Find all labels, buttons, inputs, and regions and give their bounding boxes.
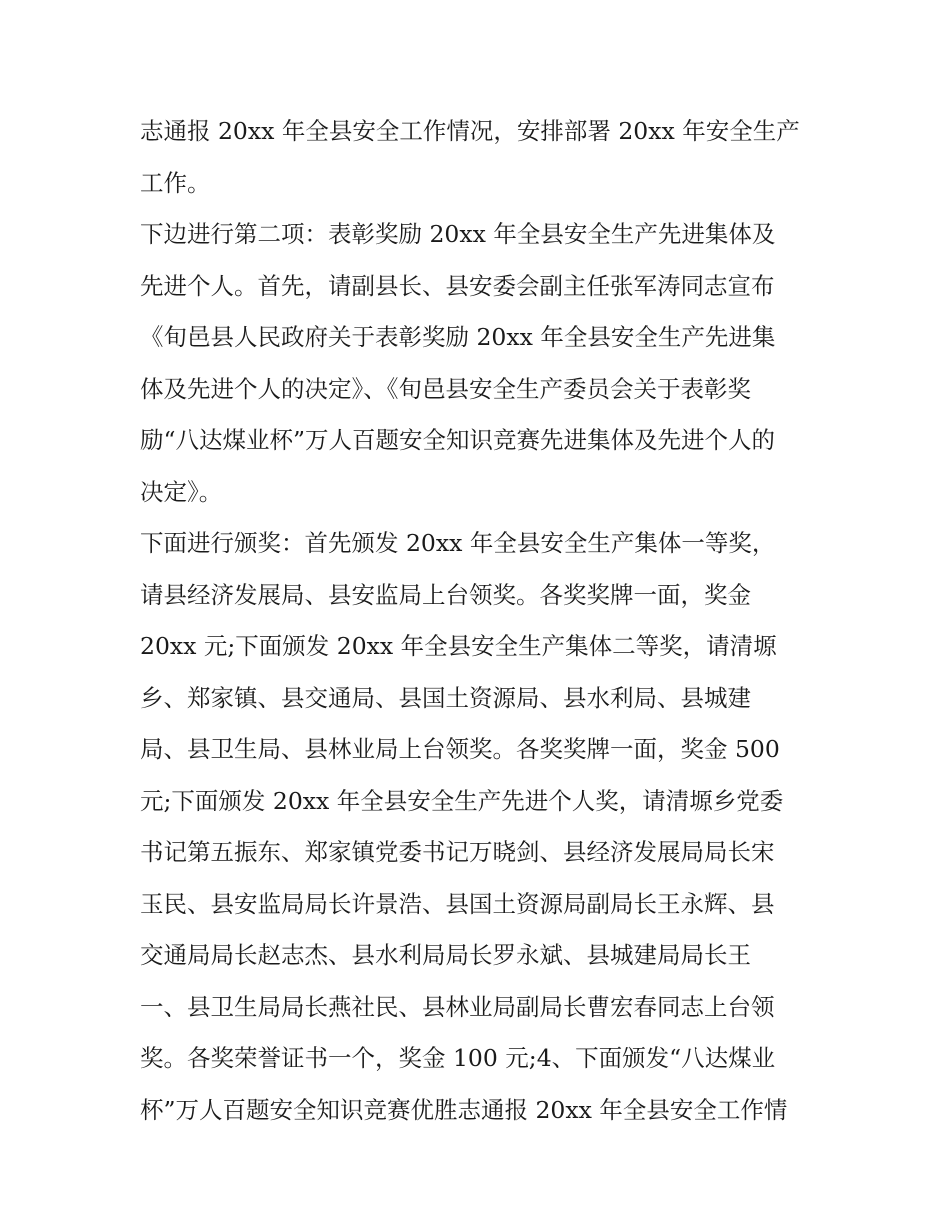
text-line-4: 先进个人。首先，请副县长、县安委会副主任张军涛同志宣布	[140, 271, 775, 300]
text-line-8: 决定》。	[140, 477, 223, 506]
text-line-11: 20xx 元;下面颁发 20xx 年全县安全生产集体二等奖，请清塬	[140, 632, 777, 660]
text-line-12: 乡、郑家镇、县交通局、县国土资源局、县水利局、县城建	[140, 683, 751, 712]
text-line-20: 杯”万人百题安全知识竞赛优胜志通报 20xx 年全县安全工作情	[140, 1095, 788, 1124]
text-line-16: 玉民、县安监局局长许景浩、县国土资源局副局长王永辉、县	[140, 889, 775, 918]
text-line-19: 奖。各奖荣誉证书一个，奖金 100 元;4、下面颁发“八达煤业	[140, 1044, 776, 1072]
text-line-5: 《旬邑县人民政府关于表彰奖励 20xx 年全县安全生产先进集	[140, 323, 776, 351]
text-line-6: 体及先进个人的决定》、《旬邑县安全生产委员会关于表彰奖	[140, 374, 751, 403]
document-body	[140, 106, 820, 1136]
text-line-9: 下面进行颁奖：首先颁发 20xx 年全县安全生产集体一等奖，	[140, 529, 776, 557]
text-line-3: 下边进行第二项：表彰奖励 20xx 年全县安全生产先进集体及	[140, 220, 776, 248]
text-line-17: 交通局局长赵志杰、县水利局局长罗永斌、县城建局局长王	[140, 941, 751, 969]
text-line-1: 志通报 20xx 年全县安全工作情况，安排部署 20xx 年安全生产	[140, 117, 800, 145]
text-line-15: 书记第五振东、郑家镇党委书记万晓剑、县经济发展局局长宋	[140, 838, 775, 866]
text-line-2: 工作。	[140, 168, 211, 197]
text-line-10: 请县经济发展局、县安监局上台领奖。各奖奖牌一面，奖金	[140, 580, 751, 609]
text-line-18: 一、县卫生局局长燕社民、县林业局副局长曹宏春同志上台领	[140, 992, 775, 1021]
text-line-7: 励“八达煤业杯”万人百题安全知识竞赛先进集体及先进个人的	[140, 426, 776, 454]
text-line-14: 元;下面颁发 20xx 年全县安全生产先进个人奖，请清塬乡党委	[140, 786, 784, 815]
text-line-13: 局、县卫生局、县林业局上台领奖。各奖奖牌一面，奖金 500	[140, 735, 780, 763]
